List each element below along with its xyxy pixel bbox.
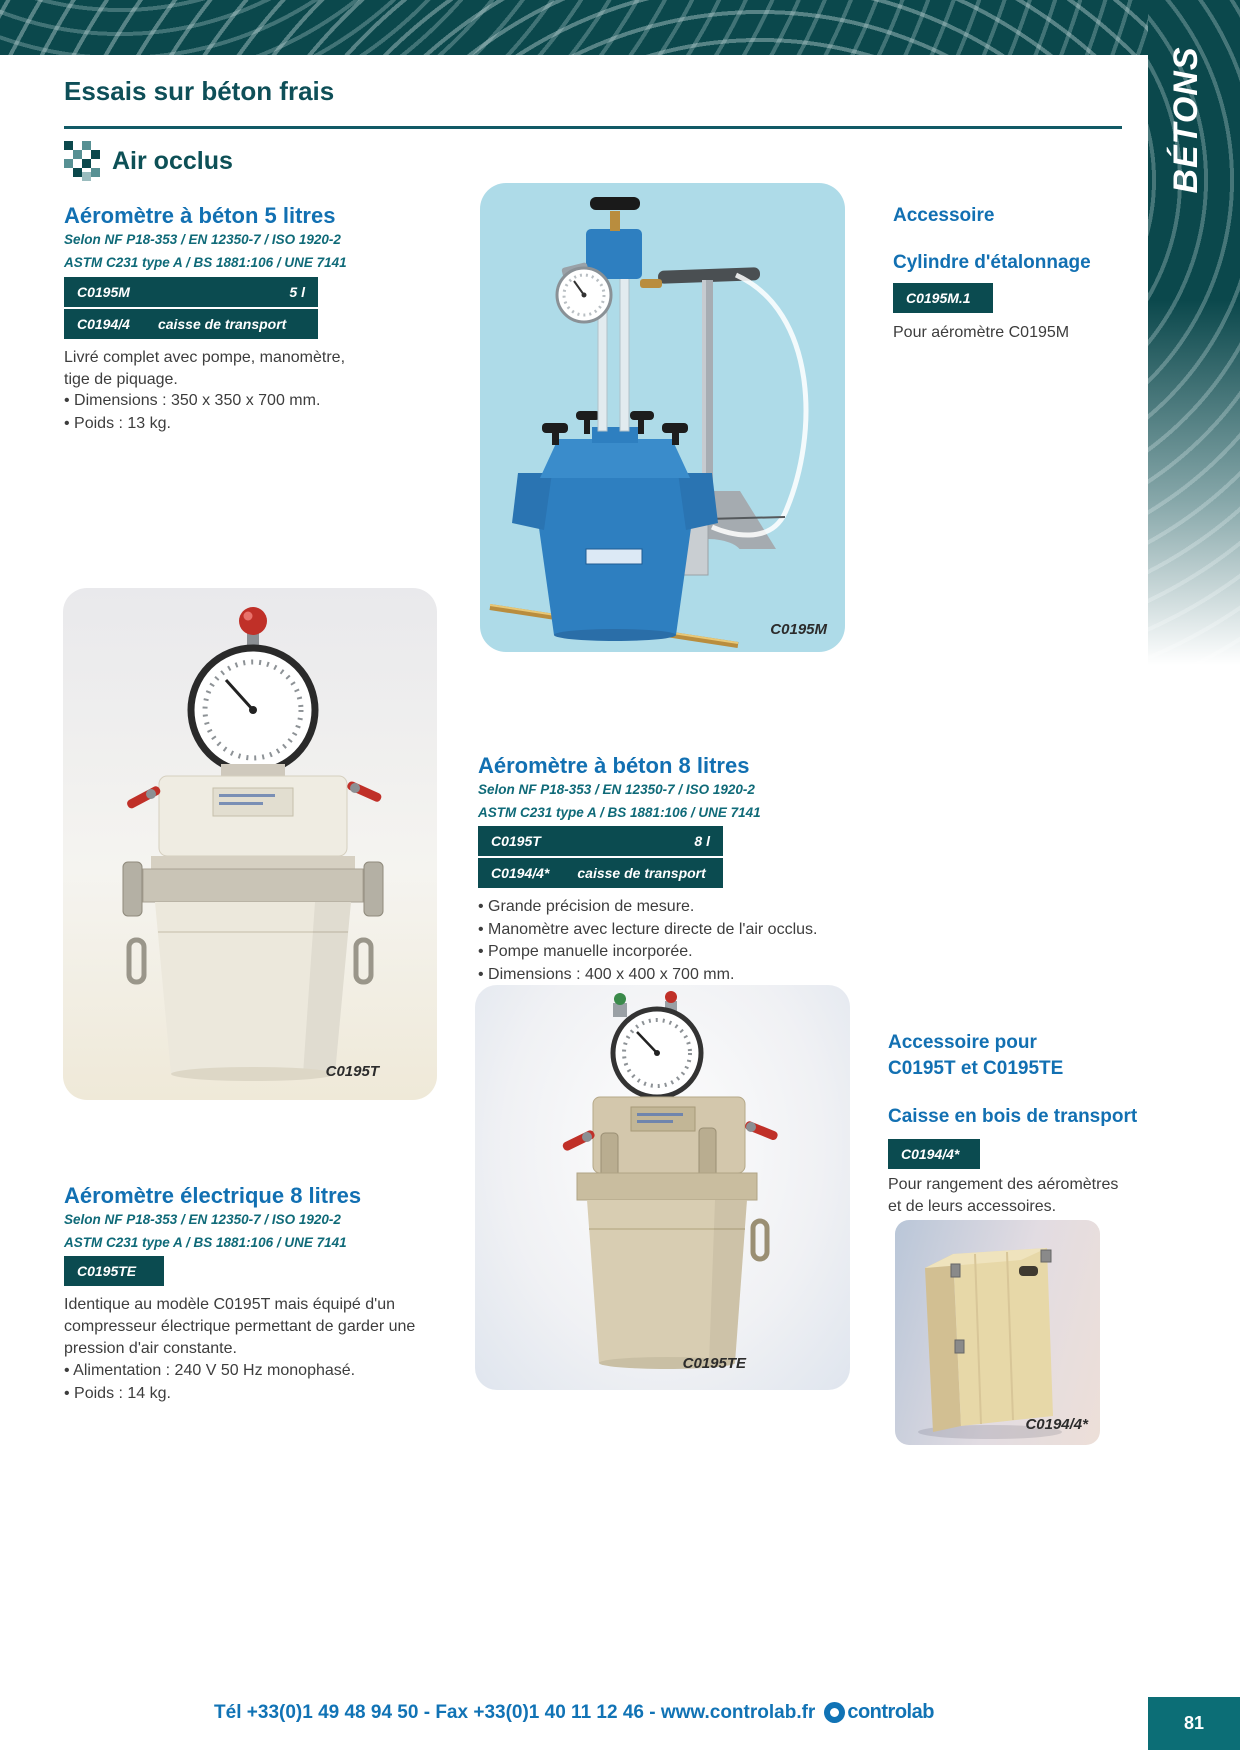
page-title: Essais sur béton frais [64, 76, 335, 106]
product-electrique-description: Identique au modèle C0195T mais équipé d'un compresseur électrique permettant de garder une pression d'air constante. [64, 1296, 416, 1357]
product-electrique-bullets [64, 1360, 355, 1405]
accessory-cylindre-title: Cylindre d'étalonnage [893, 252, 1091, 273]
header-rule [64, 126, 1122, 129]
footer [0, 1701, 1148, 1724]
ref-code: C0194/4 [77, 316, 130, 332]
accessory-cylindre-description: Pour aéromètre C0195M [893, 324, 1070, 341]
sidebar-label: BÉTONS [1167, 46, 1205, 194]
ref-badge-c0195m1 [893, 283, 993, 313]
product-8l-norm-2: ASTM C231 type A / BS 1881:106 / UNE 7141 [478, 805, 761, 820]
ref-code: C0195T [491, 833, 541, 849]
electric-aerometer-illustration [475, 985, 850, 1390]
bullet: • Pompe manuelle incorporée. [478, 941, 817, 964]
product-photo-c0195te [475, 985, 850, 1390]
controlab-logo [824, 1701, 934, 1724]
top-wave-banner [0, 0, 1240, 55]
accessory-caisse-heading-1: Accessoire pour [888, 1032, 1037, 1053]
bullet: • Poids : 14 kg. [64, 1383, 355, 1406]
footer-contact: Tél +33(0)1 49 48 94 50 - Fax +33(0)1 40 11 12 46 - www.controlab.fr [214, 1701, 816, 1723]
product-8l-title: Aéromètre à béton 8 litres [478, 753, 750, 778]
page-number: 81 [1183, 1713, 1205, 1733]
photo-caption: C0195T [325, 1063, 379, 1080]
ref-code: C0195TE [77, 1263, 137, 1279]
product-8l-norm-1: Selon NF P18-353 / EN 12350-7 / ISO 1920-2 [478, 782, 755, 797]
ref-badge-c0194-4star-acc [888, 1139, 980, 1169]
bullet: • Dimensions : 400 x 400 x 700 mm. [478, 964, 817, 987]
product-5l-title: Aéromètre à béton 5 litres [64, 203, 336, 228]
accessory-photo-c0194-4 [895, 1220, 1100, 1445]
wooden-box-illustration [895, 1220, 1100, 1445]
product-5l-norm-2: ASTM C231 type A / BS 1881:106 / UNE 7141 [64, 255, 347, 270]
section-title: Air occlus [112, 147, 233, 175]
ref-value: 8 l [694, 833, 710, 849]
product-photo-c0195t [63, 588, 437, 1100]
ref-value: caisse de transport [157, 316, 287, 332]
aerometer-5l-illustration [480, 183, 845, 652]
ref-code: C0194/4* [491, 865, 550, 881]
ref-code: C0195M.1 [906, 290, 971, 306]
ref-badge-c0194-4 [64, 309, 318, 339]
controlab-logo-icon [824, 1702, 845, 1723]
aerometer-8l-illustration [63, 588, 437, 1100]
bullet: • Manomètre avec lecture directe de l'air occlus. [478, 919, 817, 942]
ref-value: caisse de transport [577, 865, 706, 881]
ref-badge-c0195m [64, 277, 318, 307]
bullet: • Alimentation : 240 V 50 Hz monophasé. [64, 1360, 355, 1383]
product-photo-c0195m [480, 183, 845, 652]
accessory-caisse-description: Pour rangement des aéromètres et de leurs accessoires. [888, 1176, 1119, 1215]
page-number-box [1148, 1697, 1240, 1750]
product-5l-bullets [64, 390, 320, 435]
product-electrique-norm-2: ASTM C231 type A / BS 1881:106 / UNE 7141 [64, 1235, 347, 1250]
photo-caption: C0195TE [682, 1355, 746, 1372]
photo-caption: C0195M [770, 621, 827, 638]
ref-code: C0195M [77, 284, 130, 300]
product-electrique-norm-1: Selon NF P18-353 / EN 12350-7 / ISO 1920-2 [64, 1212, 341, 1227]
accessory-heading: Accessoire [893, 205, 995, 226]
ref-value: 5 l [289, 284, 305, 300]
product-5l-description: Livré complet avec pompe, manomètre, tige de piquage. [64, 349, 346, 388]
ref-badge-c0195t [478, 826, 723, 856]
product-electrique-title: Aéromètre électrique 8 litres [64, 1183, 362, 1208]
product-5l-norm-1: Selon NF P18-353 / EN 12350-7 / ISO 1920-2 [64, 232, 341, 247]
accessory-caisse-title: Caisse en bois de transport [888, 1106, 1138, 1127]
photo-caption: C0194/4* [1025, 1416, 1088, 1433]
bullet: • Poids : 13 kg. [64, 413, 320, 436]
bullet: • Grande précision de mesure. [478, 896, 817, 919]
controlab-logo-text: controlab [847, 1701, 934, 1723]
checker-icon [64, 141, 102, 181]
ref-badge-c0195te [64, 1256, 164, 1286]
sidebar-fade [1148, 300, 1240, 665]
bullet: • Dimensions : 350 x 350 x 700 mm. [64, 390, 320, 413]
ref-badge-c0194-4star [478, 858, 723, 888]
ref-code: C0194/4* [901, 1146, 960, 1162]
accessory-caisse-heading-2: C0195T et C0195TE [888, 1058, 1064, 1079]
